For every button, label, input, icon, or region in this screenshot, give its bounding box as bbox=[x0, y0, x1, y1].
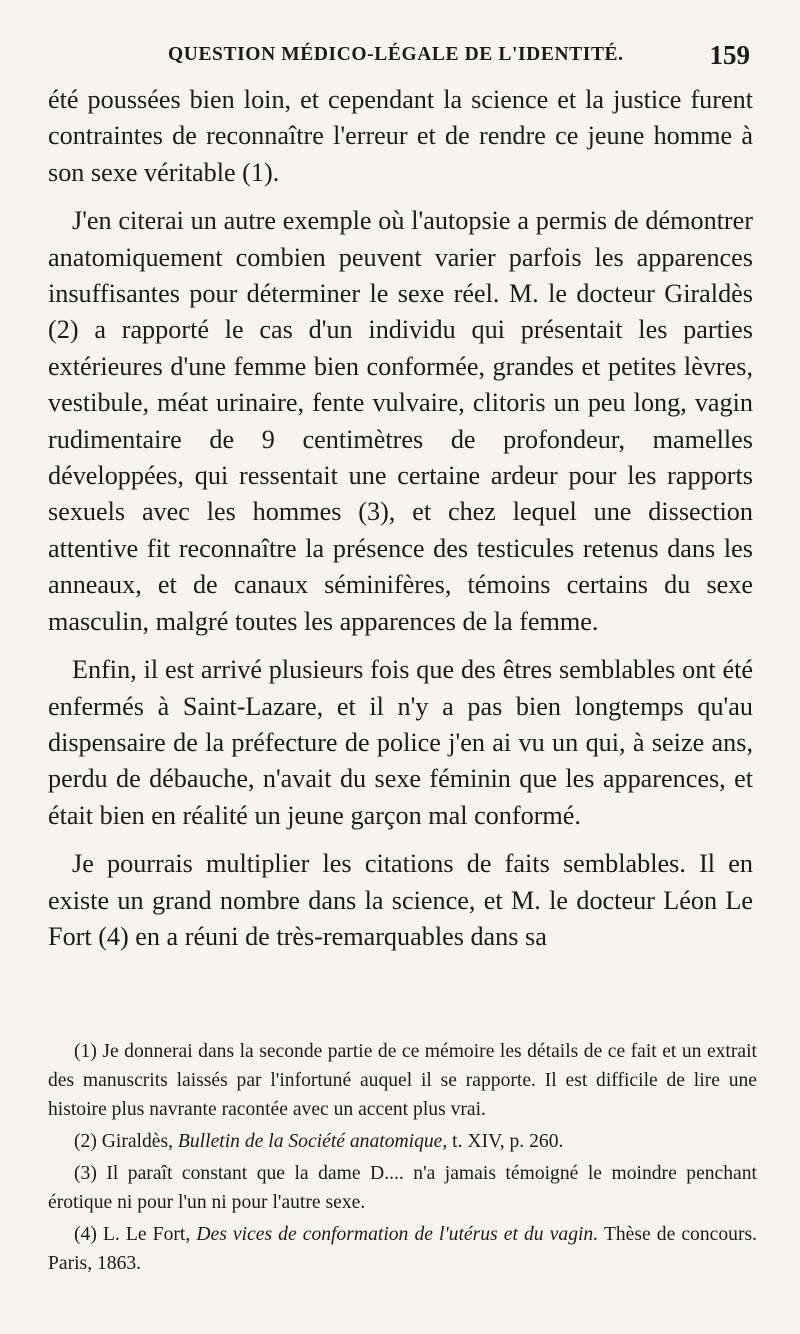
footnote-2 bbox=[48, 1127, 757, 1156]
footnote-1: (1) Je donnerai dans la seconde partie de ce mémoire les détails de ce fait et un extrait des manuscrits laissés par l'infortuné auquel il se rapporte. Il est difficile de lire une histoire plus navrante racontée avec un accent plus vrai. bbox=[48, 1041, 757, 1120]
footnote-4-title: Des vices de conformation de l'utérus et du vagin. bbox=[196, 1224, 599, 1245]
running-head: QUESTION MÉDICO-LÉGALE DE L'IDENTITÉ. bbox=[168, 44, 624, 65]
paragraph-citations: Je pourrais multiplier les citations de faits semblables. Il en existe un grand nombre dans la science, et M. le docteur Léon Le Fort (4) en a réuni de très-remarquables dans sa bbox=[48, 849, 753, 951]
footnote-3: (3) Il paraît constant que la dame D.... n'a jamais témoigné le moindre penchant érotique ni pour l'un ni pour l'autre sexe. bbox=[48, 1163, 757, 1213]
paragraph-saint-lazare: Enfin, il est arrivé plusieurs fois que des êtres semblables ont été enfermés à Saint-Lazare, et il n'y a pas bien longtemps qu'au dispensaire de la préfecture de police j'en ai vu un qui, à seize ans, perdu de débauche, n'avait du sexe féminin que les apparences, et était bien en réalité un jeune garçon mal conformé. bbox=[48, 655, 753, 830]
main-text bbox=[48, 82, 753, 955]
footnote-4 bbox=[48, 1220, 757, 1278]
footnote-2-prefix: (2) Giraldès, bbox=[74, 1131, 178, 1152]
page-number: 159 bbox=[709, 40, 750, 70]
footnote-2-suffix: t. XIV, p. 260. bbox=[447, 1131, 564, 1152]
footnote-4-suffix: Thèse de concours. Paris, 1863. bbox=[48, 1224, 757, 1274]
paragraph-continuation: été poussées bien loin, et cependant la science et la justice furent contraintes de reconnaître l'erreur et de rendre ce jeune homme à son sexe véritable (1). bbox=[48, 85, 753, 187]
footnote-2-title: Bulletin de la Société anatomique, bbox=[177, 1131, 448, 1152]
paragraph-autopsie: J'en citerai un autre exemple où l'autopsie a permis de démontrer anatomiquement combien peuvent varier parfois les apparences insuffisantes pour déterminer le sexe réel. M. le docteur Giraldès (2) a rapporté le cas d'un individu qui présentait les parties extérieures d'une femme bien conformée, grandes et petites lèvres, vestibule, méat urinaire, fente vulvaire, clitoris un peu long, vagin rudimentaire de 9 centimètres de profondeur, mamelles développées, qui ressentait une certaine ardeur pour les rapports sexuels avec les hommes (3), et chez lequel une dissection attentive fit reconnaître la présence des testicules retenus dans les anneaux, et de canaux séminifères, témoins certains du sexe masculin, malgré toutes les apparences de la femme. bbox=[48, 206, 753, 636]
footnotes bbox=[48, 1037, 757, 1278]
paragraph-gap bbox=[48, 640, 753, 652]
page-header bbox=[48, 40, 750, 74]
paragraph-gap bbox=[48, 191, 753, 203]
footnote-4-prefix: (4) L. Le Fort, bbox=[74, 1224, 197, 1245]
paragraph-gap bbox=[48, 834, 753, 846]
